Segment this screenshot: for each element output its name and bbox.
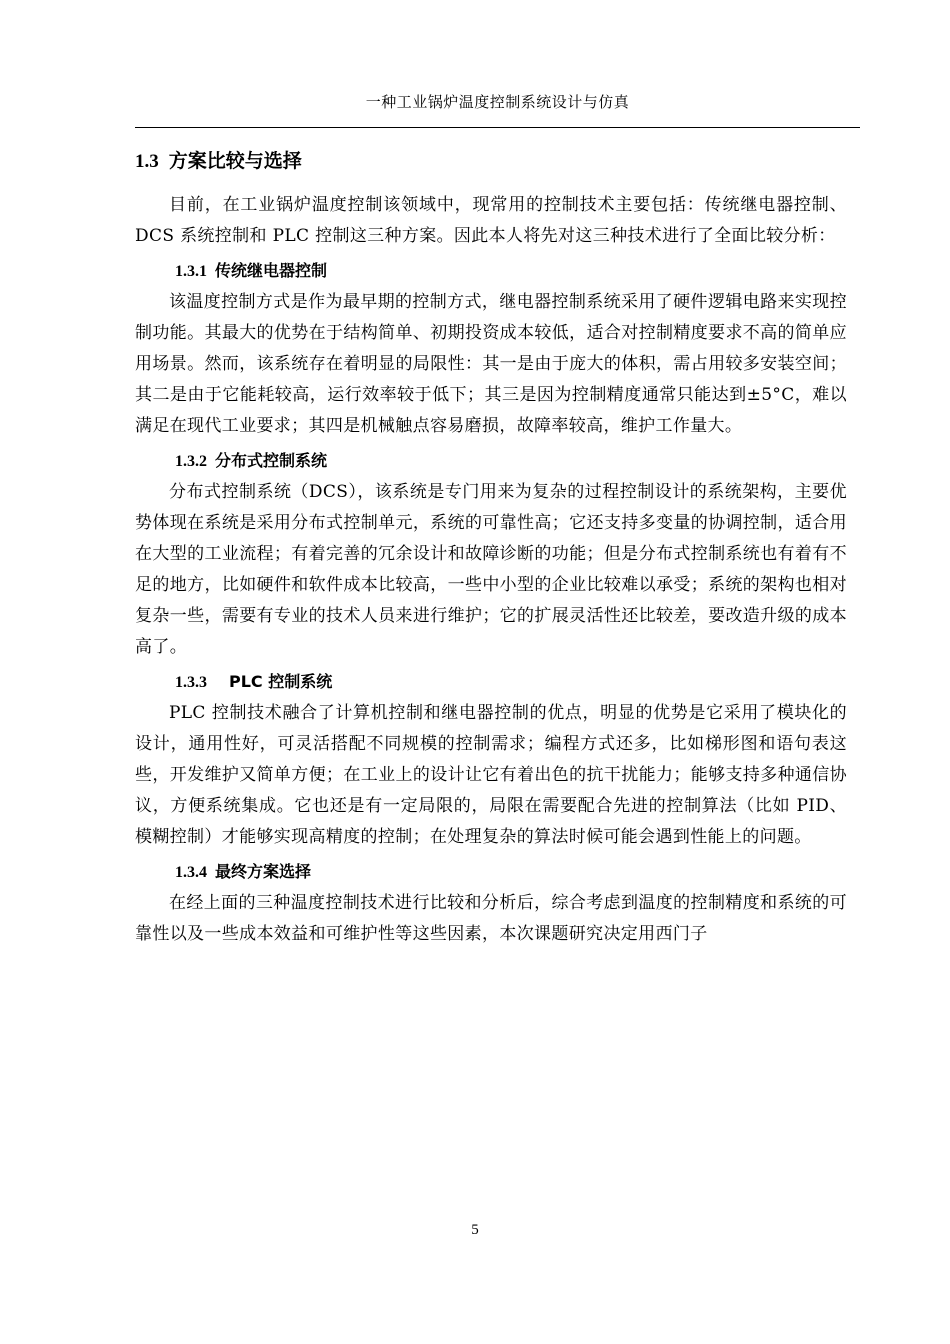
page-body — [135, 146, 847, 953]
final-paragraph: 在经上面的三种温度控制技术进行比较和分析后，综合考虑到温度的控制精度和系统的可靠性以及一些成本效益和可维护性等这些因素，本次课题研究决定用西门子 — [135, 893, 847, 944]
subsection-heading-dcs — [135, 445, 847, 477]
subsection-number: 1.3.3 — [175, 674, 207, 691]
section-title: 方案比较与选择 — [168, 150, 302, 172]
running-header: 一种工业锅炉温度控制系统设计与仿真 — [365, 93, 630, 111]
dcs-paragraph: 分布式控制系统（DCS），该系统是专门用来为复杂的过程控制设计的系统架构，主要优势体现在系统是采用分布式控制单元，系统的可靠性高；它还支持多变量的协调控制，适合用在大型的工业流程；有着完善的冗余设计和故障诊断的功能；但是分布式控制系统也有着有不足的地方，比如硬件和软件成本比较高，一些中小型的企业比较难以承受；系统的架构也相对复杂一些，需要有专业的技术人员来进行维护；它的扩展灵活性还比较差，要改造升级的成本高了。 — [135, 482, 847, 657]
intro-paragraph: 目前，在工业锅炉温度控制该领域中，现常用的控制技术主要包括：传统继电器控制、DCS 系统控制和 PLC 控制这三种方案。因此本人将先对这三种技术进行了全面比较分析： — [135, 195, 847, 246]
subsection-title: 最终方案选择 — [215, 862, 312, 881]
subsection-title: 分布式控制系统 — [215, 451, 328, 470]
relay-paragraph: 该温度控制方式是作为最早期的控制方式，继电器控制系统采用了硬件逻辑电路来实现控制功能。其最大的优势在于结构简单、初期投资成本较低，适合对控制精度要求不高的简单应用场景。然而，该系统存在着明显的局限性：其一是由于庞大的体积，需占用较多安装空间；其二是由于它能耗较高，运行效率较于低下；其三是因为控制精度通常只能达到±5°C，难以满足在现代工业要求；其四是机械触点容易磨损，故障率较高，维护工作量大。 — [135, 292, 847, 436]
plc-paragraph: PLC 控制技术融合了计算机控制和继电器控制的优点，明显的优势是它采用了模块化的设计，通用性好，可灵活搭配不同规模的控制需求；编程方式还多，比如梯形图和语句表这些，开发维护又简单方便；在工业上的设计让它有着出色的抗干扰能力；能够支持多种通信协议，方便系统集成。它也还是有一定局限的，局限在需要配合先进的控制算法（比如 PID、模糊控制）才能够实现高精度的控制；在处理复杂的算法时候可能会遇到性能上的问题。 — [135, 703, 847, 847]
page-number: 5 — [471, 1222, 479, 1238]
subsection-heading-plc — [135, 666, 847, 698]
subsection-number: 1.3.4 — [175, 864, 207, 881]
section-heading — [135, 146, 847, 176]
subsection-number: 1.3.2 — [175, 453, 207, 470]
subsection-number: 1.3.1 — [175, 263, 207, 280]
header-rule — [135, 127, 860, 128]
subsection-title: PLC 控制系统 — [229, 672, 333, 691]
subsection-title: 传统继电器控制 — [215, 261, 328, 280]
subsection-heading-final — [135, 856, 847, 888]
section-number: 1.3 — [135, 151, 159, 172]
subsection-heading-relay — [135, 255, 847, 287]
